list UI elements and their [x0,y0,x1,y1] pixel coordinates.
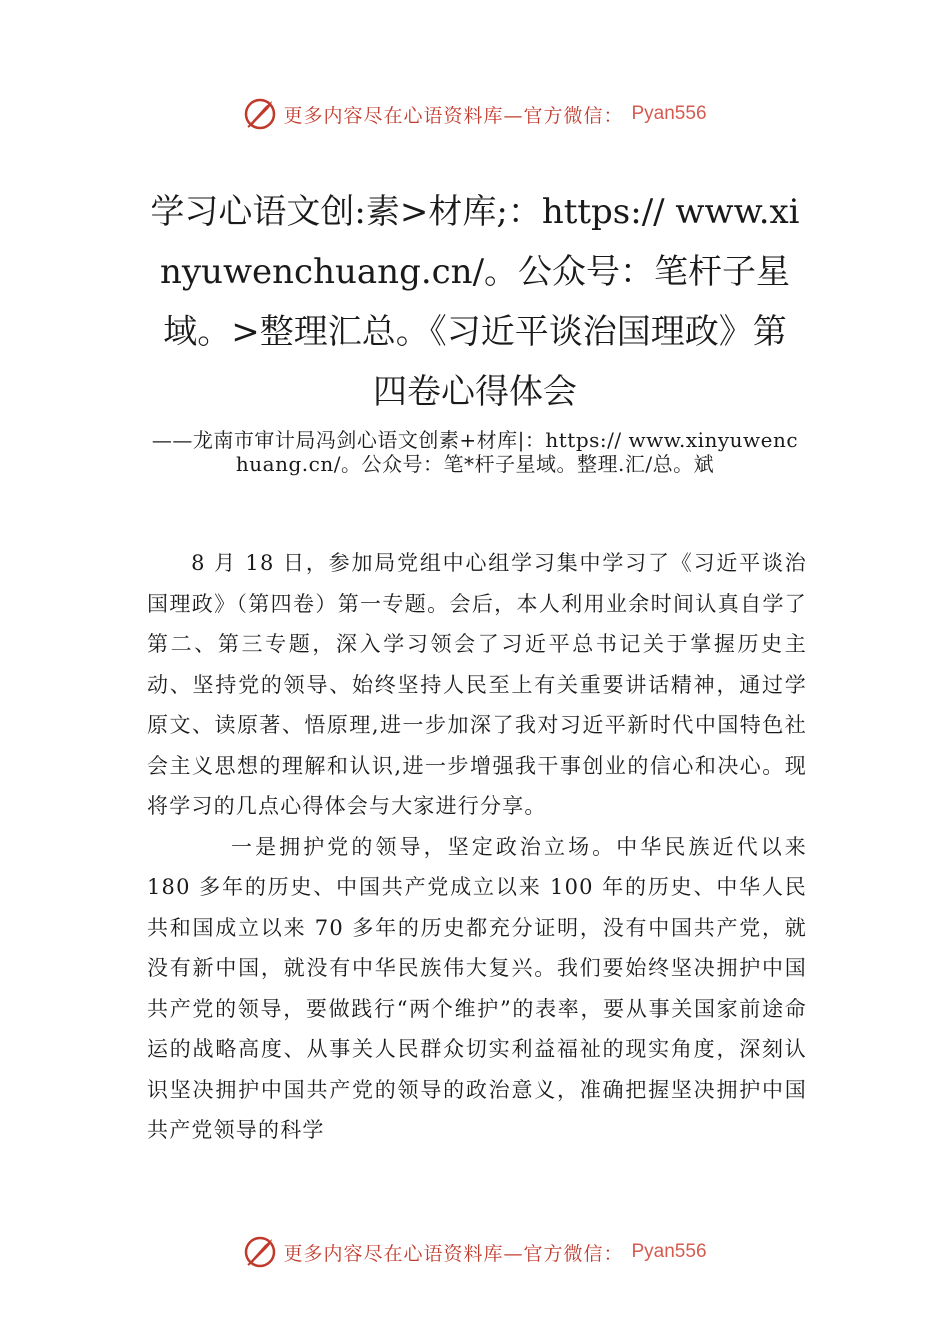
banner-text: 更多内容尽在心语资料库—官方微信： [283,1242,624,1265]
document-title: 学习心语文创:素>材库;：https:// www.xinyuwenchuang.cn/。公众号：笔杆子星域。>整理汇总。《习近平谈治国理政》第四卷心得体会 [150,192,800,412]
paragraph-1: 8 月 18 日，参加局党组中心组学习集中学习了《习近平谈治国理政》（第四卷）第一专题。会后，本人利用业余时间认真自学了第二、第三专题，深入学习领会了习近平总书记关于掌握历史主动、坚持党的领导、始终坚持人民至上有关重要讲话精神，通过学原文、读原著、悟原理,进一步加深了我对习近平新时代中国特色社会主义思想的理解和认识,进一步增强我干事创业的信心和决心。现将学习的几点心得体会与大家进行分享。 [147,551,807,818]
banner-wechat-handle: Pyan556 [631,103,707,124]
quill-pen-logo-icon [243,97,277,131]
banner-wechat-handle: Pyan556 [631,1241,707,1262]
document-body [147,543,807,1151]
document-subtitle: ——龙南市审计局冯剑心语文创素+材库|：https:// www.xinyuwenchuang.cn/。公众号：笔*杆子星域。整理.汇/总。斌 [151,428,799,476]
header-banner [0,94,950,134]
paragraph-2: 一是拥护党的领导，坚定政治立场。中华民族近代以来 180 多年的历史、中国共产党成立以来 100 年的历史、中华人民共和国成立以来 70 多年的历史都充分证明，没有中国共产党，就没有新中国，就没有中华民族伟大复兴。我们要始终坚决拥护中国共产党的领导，要做践行“两个维护”的表率，要从事关国家前途命运的战略高度、从事关人民群众切实利益福祉的现实角度，深刻认识坚决拥护中国共产党的领导的政治意义，准确把握坚决拥护中国共产党领导的科学 [147,834,807,1142]
quill-pen-logo-icon [243,1235,277,1269]
banner-text: 更多内容尽在心语资料库—官方微信： [283,104,624,127]
footer-banner [0,1232,950,1272]
